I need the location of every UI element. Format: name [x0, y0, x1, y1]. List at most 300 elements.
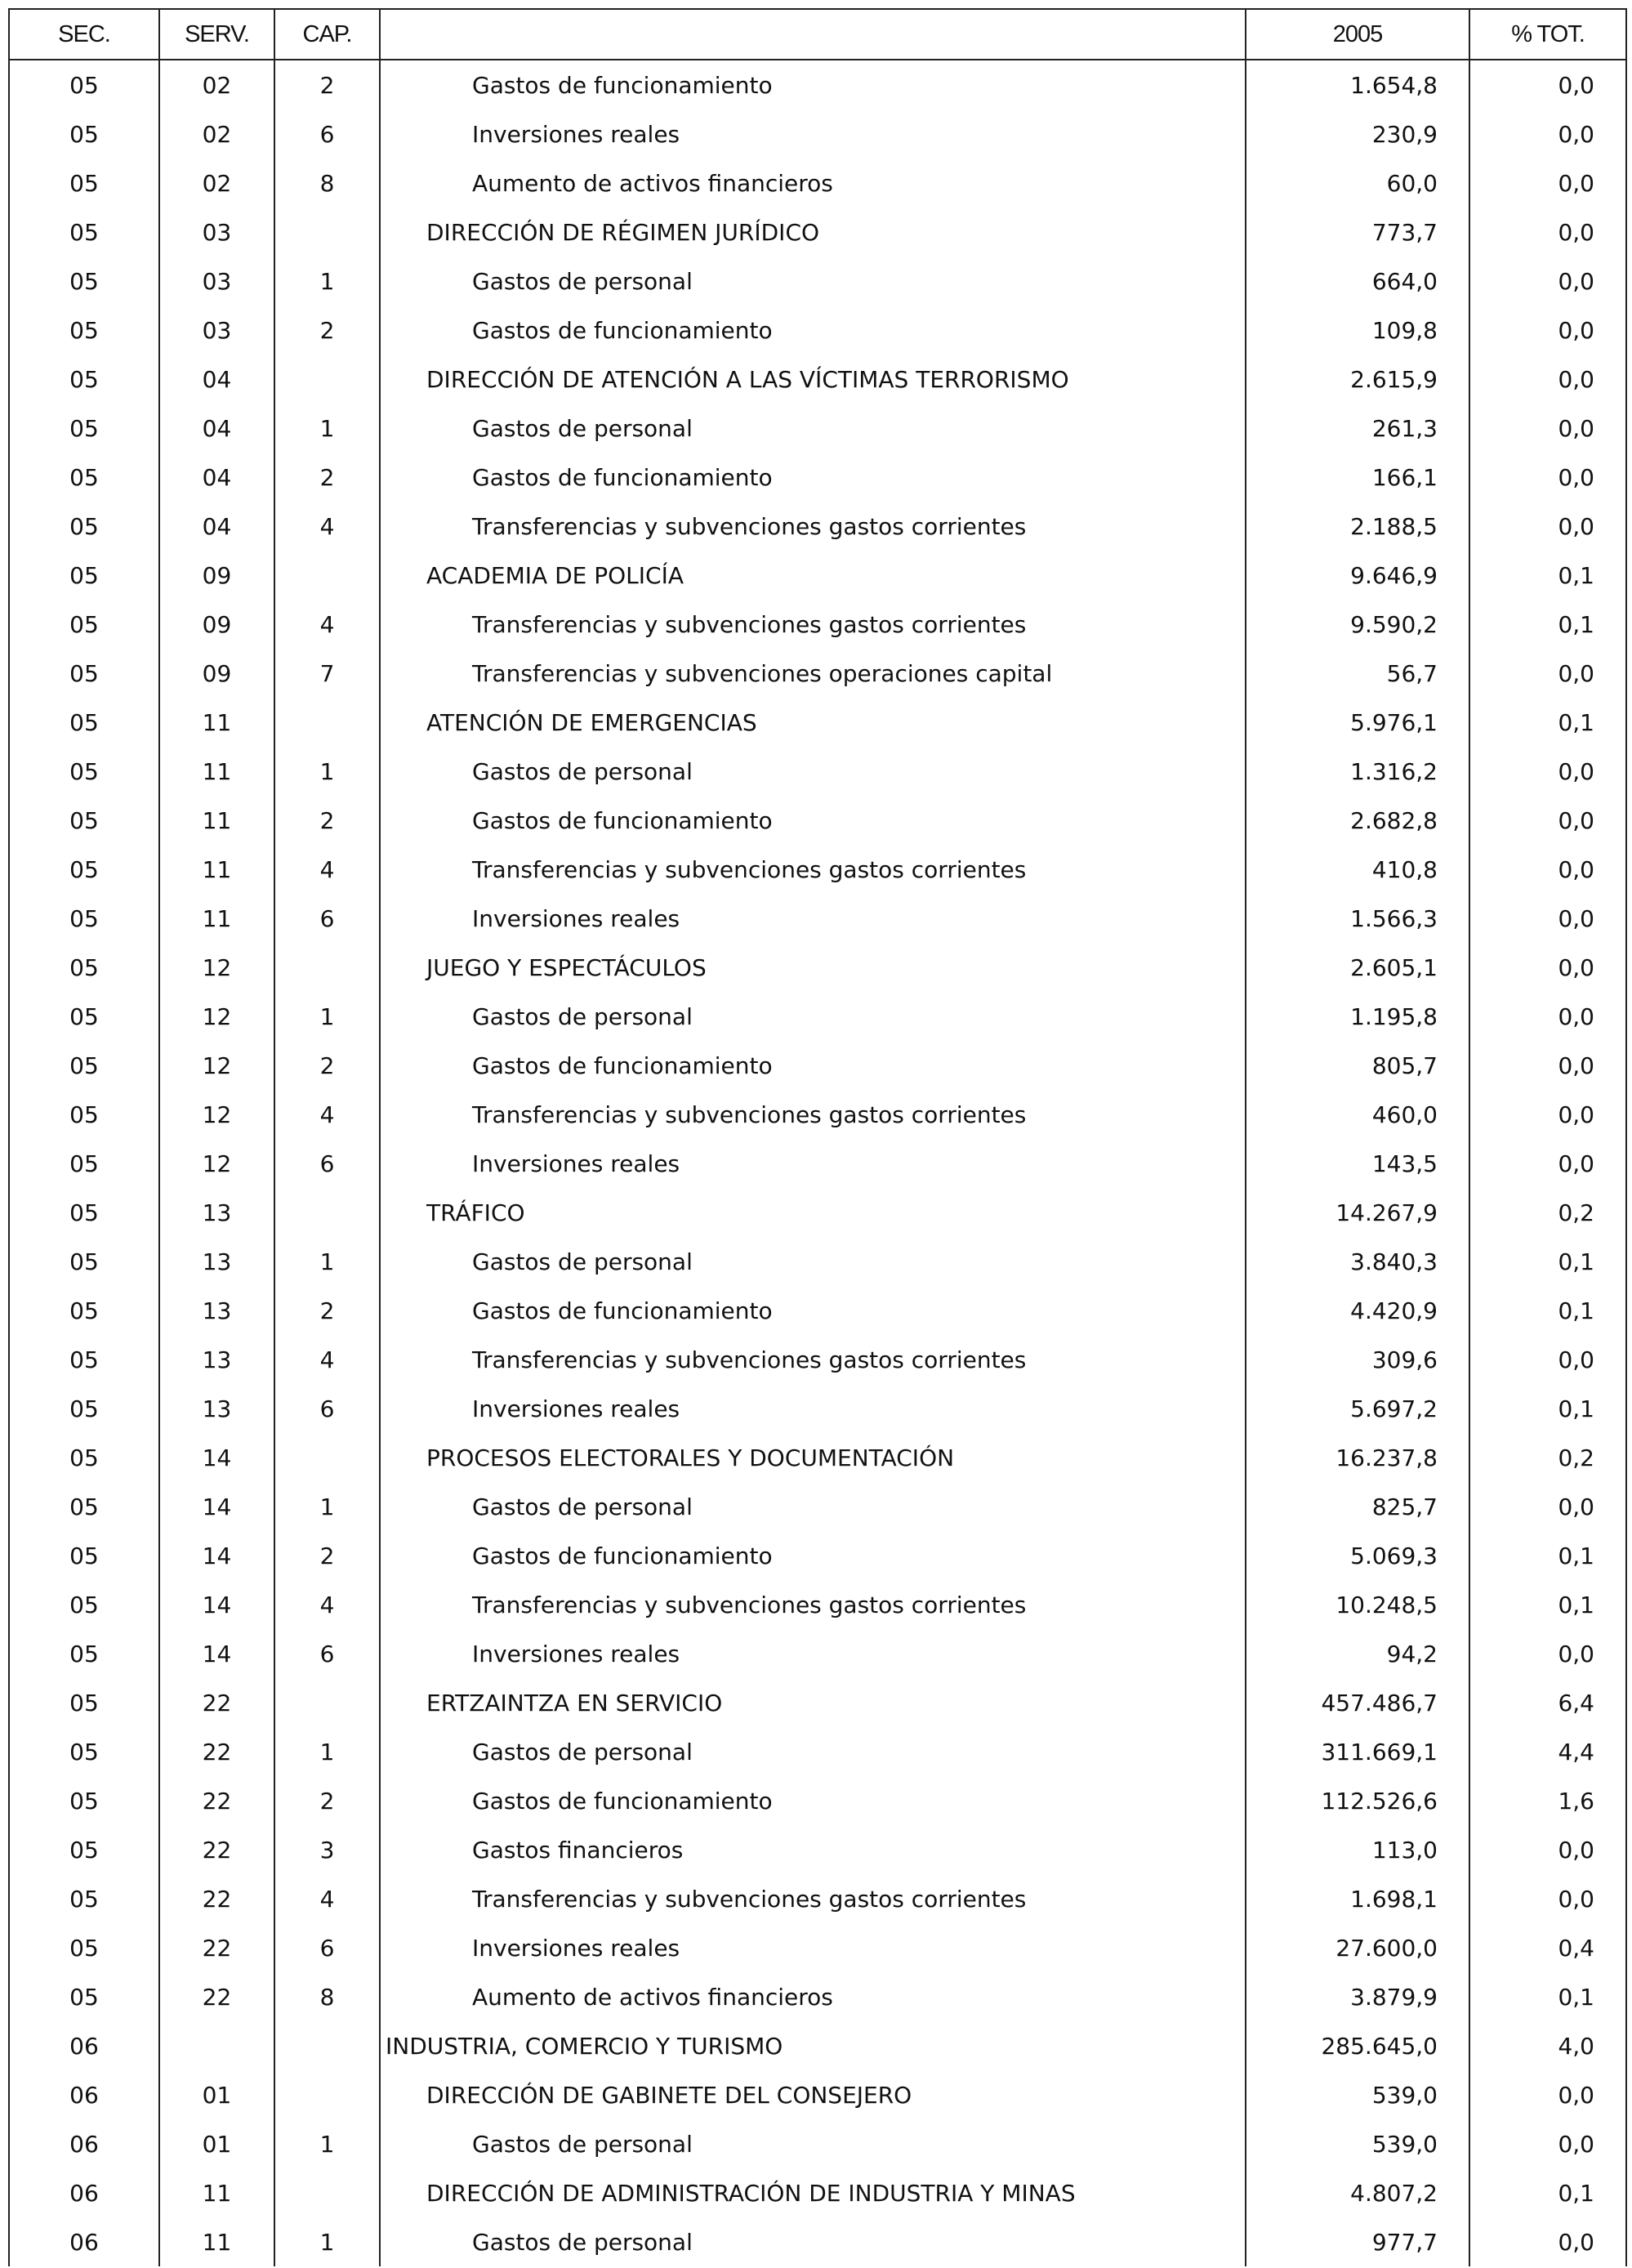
sec-cell: 05	[9, 60, 159, 109]
description-cell: ERTZAINTZA EN SERVICIO	[380, 1678, 1246, 1727]
sec-cell: 05	[9, 1335, 159, 1384]
table-row	[9, 109, 1626, 158]
description-cell: Transferencias y subvenciones gastos corrientes	[380, 600, 1246, 649]
sec-cell: 06	[9, 2217, 159, 2266]
table-row	[9, 551, 1626, 600]
amount-cell: 1.566,3	[1246, 894, 1469, 943]
serv-cell: 12	[159, 1090, 274, 1139]
table-row	[9, 1335, 1626, 1384]
sec-cell: 06	[9, 2168, 159, 2217]
header-row	[9, 9, 1626, 60]
percent-cell: 0,0	[1469, 649, 1626, 698]
amount-cell: 113,0	[1246, 1825, 1469, 1874]
amount-cell: 460,0	[1246, 1090, 1469, 1139]
serv-cell: 09	[159, 649, 274, 698]
table-row	[9, 1531, 1626, 1580]
cap-cell: 1	[274, 747, 380, 796]
serv-cell: 04	[159, 502, 274, 551]
sec-cell: 05	[9, 355, 159, 404]
description-cell: Gastos de personal	[380, 404, 1246, 453]
serv-cell: 11	[159, 845, 274, 894]
cap-cell: 6	[274, 894, 380, 943]
percent-cell: 0,0	[1469, 992, 1626, 1041]
percent-cell: 0,0	[1469, 355, 1626, 404]
amount-cell: 5.976,1	[1246, 698, 1469, 747]
sec-cell: 05	[9, 1678, 159, 1727]
sec-cell: 05	[9, 1090, 159, 1139]
cap-cell: 6	[274, 109, 380, 158]
header-description	[380, 9, 1246, 60]
sec-cell: 06	[9, 2021, 159, 2070]
serv-cell: 12	[159, 992, 274, 1041]
percent-cell: 0,1	[1469, 1384, 1626, 1433]
cap-cell	[274, 355, 380, 404]
cap-cell: 1	[274, 2119, 380, 2168]
amount-cell: 109,8	[1246, 306, 1469, 355]
sec-cell: 05	[9, 796, 159, 845]
percent-cell: 0,1	[1469, 2168, 1626, 2217]
sec-cell: 05	[9, 1531, 159, 1580]
percent-cell: 0,0	[1469, 60, 1626, 109]
amount-cell: 5.069,3	[1246, 1531, 1469, 1580]
sec-cell: 05	[9, 698, 159, 747]
percent-cell: 4,0	[1469, 2021, 1626, 2070]
percent-cell: 0,0	[1469, 1482, 1626, 1531]
description-cell: Gastos financieros	[380, 1825, 1246, 1874]
cap-cell: 7	[274, 649, 380, 698]
serv-cell: 13	[159, 1335, 274, 1384]
description-cell: Gastos de funcionamiento	[380, 306, 1246, 355]
table-row	[9, 1580, 1626, 1629]
budget-table-page	[8, 8, 1625, 2268]
cap-cell: 1	[274, 992, 380, 1041]
serv-cell: 02	[159, 158, 274, 208]
cap-cell: 1	[274, 2217, 380, 2266]
cap-cell: 1	[274, 257, 380, 306]
cap-cell: 2	[274, 306, 380, 355]
header-year: 2005	[1246, 9, 1469, 60]
cap-cell: 4	[274, 1335, 380, 1384]
description-cell: Inversiones reales	[380, 109, 1246, 158]
table-row	[9, 2070, 1626, 2119]
sec-cell: 05	[9, 845, 159, 894]
amount-cell: 9.646,9	[1246, 551, 1469, 600]
percent-cell: 0,0	[1469, 453, 1626, 502]
serv-cell: 14	[159, 1482, 274, 1531]
sec-cell: 05	[9, 1139, 159, 1188]
table-body	[9, 60, 1626, 2266]
table-row	[9, 2217, 1626, 2266]
sec-cell: 05	[9, 1923, 159, 1972]
table-row	[9, 60, 1626, 109]
table-row	[9, 894, 1626, 943]
percent-cell: 0,0	[1469, 2119, 1626, 2168]
serv-cell: 01	[159, 2119, 274, 2168]
amount-cell: 143,5	[1246, 1139, 1469, 1188]
amount-cell: 230,9	[1246, 109, 1469, 158]
description-cell: Inversiones reales	[380, 1139, 1246, 1188]
sec-cell: 05	[9, 551, 159, 600]
percent-cell: 0,0	[1469, 894, 1626, 943]
sec-cell: 05	[9, 649, 159, 698]
sec-cell: 05	[9, 1972, 159, 2021]
cap-cell: 4	[274, 1580, 380, 1629]
header-cap: CAP.	[274, 9, 380, 60]
cap-cell: 2	[274, 60, 380, 109]
serv-cell: 12	[159, 1041, 274, 1090]
table-row	[9, 1384, 1626, 1433]
amount-cell: 5.697,2	[1246, 1384, 1469, 1433]
amount-cell: 773,7	[1246, 208, 1469, 257]
description-cell: Gastos de personal	[380, 257, 1246, 306]
table-row	[9, 1286, 1626, 1335]
header-percent-total: % TOT.	[1469, 9, 1626, 60]
serv-cell: 14	[159, 1580, 274, 1629]
serv-cell: 03	[159, 306, 274, 355]
table-row	[9, 2168, 1626, 2217]
sec-cell: 05	[9, 1727, 159, 1776]
percent-cell: 0,2	[1469, 1433, 1626, 1482]
description-cell: Gastos de personal	[380, 747, 1246, 796]
sec-cell: 05	[9, 1188, 159, 1237]
description-cell: ACADEMIA DE POLICÍA	[380, 551, 1246, 600]
table-row	[9, 1678, 1626, 1727]
serv-cell: 13	[159, 1384, 274, 1433]
cap-cell: 4	[274, 845, 380, 894]
table-row	[9, 943, 1626, 992]
sec-cell: 05	[9, 1482, 159, 1531]
amount-cell: 166,1	[1246, 453, 1469, 502]
percent-cell: 0,0	[1469, 404, 1626, 453]
cap-cell	[274, 698, 380, 747]
cap-cell: 6	[274, 1629, 380, 1678]
serv-cell: 13	[159, 1237, 274, 1286]
sec-cell: 05	[9, 1286, 159, 1335]
serv-cell: 11	[159, 2168, 274, 2217]
table-row	[9, 600, 1626, 649]
percent-cell: 0,4	[1469, 1923, 1626, 1972]
sec-cell: 05	[9, 1874, 159, 1923]
amount-cell: 9.590,2	[1246, 600, 1469, 649]
percent-cell: 0,1	[1469, 1531, 1626, 1580]
amount-cell: 285.645,0	[1246, 2021, 1469, 2070]
table-row	[9, 698, 1626, 747]
description-cell: Transferencias y subvenciones gastos corrientes	[380, 1874, 1246, 1923]
serv-cell: 02	[159, 109, 274, 158]
amount-cell: 27.600,0	[1246, 1923, 1469, 1972]
serv-cell: 03	[159, 257, 274, 306]
header-serv: SERV.	[159, 9, 274, 60]
sec-cell: 05	[9, 943, 159, 992]
amount-cell: 4.807,2	[1246, 2168, 1469, 2217]
sec-cell: 05	[9, 1580, 159, 1629]
percent-cell: 0,0	[1469, 1041, 1626, 1090]
table-row	[9, 845, 1626, 894]
serv-cell: 12	[159, 943, 274, 992]
amount-cell: 410,8	[1246, 845, 1469, 894]
header-sec: SEC.	[9, 9, 159, 60]
percent-cell: 0,1	[1469, 1237, 1626, 1286]
description-cell: DIRECCIÓN DE ADMINISTRACIÓN DE INDUSTRIA Y MINAS	[380, 2168, 1246, 2217]
table-row	[9, 1188, 1626, 1237]
sec-cell: 05	[9, 257, 159, 306]
description-cell: Gastos de personal	[380, 1482, 1246, 1531]
percent-cell: 0,0	[1469, 747, 1626, 796]
serv-cell: 09	[159, 551, 274, 600]
serv-cell: 11	[159, 894, 274, 943]
cap-cell: 4	[274, 1090, 380, 1139]
percent-cell: 0,0	[1469, 208, 1626, 257]
serv-cell: 11	[159, 2217, 274, 2266]
amount-cell: 4.420,9	[1246, 1286, 1469, 1335]
table-row	[9, 747, 1626, 796]
serv-cell: 02	[159, 60, 274, 109]
description-cell: PROCESOS ELECTORALES Y DOCUMENTACIÓN	[380, 1433, 1246, 1482]
serv-cell: 04	[159, 404, 274, 453]
description-cell: INDUSTRIA, COMERCIO Y TURISMO	[380, 2021, 1246, 2070]
percent-cell: 4,4	[1469, 1727, 1626, 1776]
percent-cell: 0,1	[1469, 1580, 1626, 1629]
percent-cell: 0,0	[1469, 158, 1626, 208]
amount-cell: 2.188,5	[1246, 502, 1469, 551]
sec-cell: 05	[9, 208, 159, 257]
percent-cell: 0,0	[1469, 845, 1626, 894]
sec-cell: 05	[9, 1776, 159, 1825]
description-cell: Gastos de personal	[380, 1727, 1246, 1776]
amount-cell: 2.605,1	[1246, 943, 1469, 992]
cap-cell: 2	[274, 796, 380, 845]
sec-cell: 06	[9, 2070, 159, 2119]
cap-cell: 2	[274, 1776, 380, 1825]
percent-cell: 6,4	[1469, 1678, 1626, 1727]
description-cell: Aumento de activos financieros	[380, 1972, 1246, 2021]
table-row	[9, 1825, 1626, 1874]
sec-cell: 05	[9, 1237, 159, 1286]
cap-cell	[274, 2168, 380, 2217]
cap-cell: 1	[274, 1237, 380, 1286]
sec-cell: 05	[9, 1384, 159, 1433]
description-cell: Transferencias y subvenciones gastos corrientes	[380, 1335, 1246, 1384]
amount-cell: 457.486,7	[1246, 1678, 1469, 1727]
cap-cell	[274, 1433, 380, 1482]
cap-cell: 2	[274, 453, 380, 502]
sec-cell: 05	[9, 600, 159, 649]
description-cell: TRÁFICO	[380, 1188, 1246, 1237]
serv-cell: 11	[159, 747, 274, 796]
sec-cell: 06	[9, 2119, 159, 2168]
percent-cell: 0,0	[1469, 1139, 1626, 1188]
serv-cell: 22	[159, 1776, 274, 1825]
amount-cell: 309,6	[1246, 1335, 1469, 1384]
cap-cell: 6	[274, 1384, 380, 1433]
table-row	[9, 1139, 1626, 1188]
amount-cell: 3.879,9	[1246, 1972, 1469, 2021]
budget-table	[8, 8, 1627, 2266]
amount-cell: 261,3	[1246, 404, 1469, 453]
table-row	[9, 1874, 1626, 1923]
cap-cell: 4	[274, 502, 380, 551]
amount-cell: 14.267,9	[1246, 1188, 1469, 1237]
description-cell: DIRECCIÓN DE ATENCIÓN A LAS VÍCTIMAS TERRORISMO	[380, 355, 1246, 404]
description-cell: Transferencias y subvenciones gastos corrientes	[380, 1090, 1246, 1139]
table-row	[9, 2021, 1626, 2070]
amount-cell: 977,7	[1246, 2217, 1469, 2266]
serv-cell: 14	[159, 1433, 274, 1482]
serv-cell: 03	[159, 208, 274, 257]
amount-cell: 539,0	[1246, 2070, 1469, 2119]
sec-cell: 05	[9, 404, 159, 453]
description-cell: Transferencias y subvenciones operaciones capital	[380, 649, 1246, 698]
serv-cell: 11	[159, 698, 274, 747]
description-cell: DIRECCIÓN DE RÉGIMEN JURÍDICO	[380, 208, 1246, 257]
serv-cell: 09	[159, 600, 274, 649]
serv-cell: 22	[159, 1727, 274, 1776]
serv-cell	[159, 2021, 274, 2070]
description-cell: Gastos de personal	[380, 1237, 1246, 1286]
description-cell: Gastos de funcionamiento	[380, 1776, 1246, 1825]
cap-cell	[274, 1188, 380, 1237]
percent-cell: 0,0	[1469, 1874, 1626, 1923]
sec-cell: 05	[9, 158, 159, 208]
cap-cell	[274, 1678, 380, 1727]
serv-cell: 22	[159, 1825, 274, 1874]
sec-cell: 05	[9, 306, 159, 355]
sec-cell: 05	[9, 453, 159, 502]
percent-cell: 0,0	[1469, 1825, 1626, 1874]
amount-cell: 805,7	[1246, 1041, 1469, 1090]
table-row	[9, 208, 1626, 257]
cap-cell: 6	[274, 1139, 380, 1188]
cap-cell: 1	[274, 1727, 380, 1776]
amount-cell: 60,0	[1246, 158, 1469, 208]
description-cell: Gastos de funcionamiento	[380, 1286, 1246, 1335]
cap-cell: 1	[274, 404, 380, 453]
sec-cell: 05	[9, 1433, 159, 1482]
percent-cell: 0,0	[1469, 257, 1626, 306]
cap-cell	[274, 208, 380, 257]
table-row	[9, 2119, 1626, 2168]
amount-cell: 3.840,3	[1246, 1237, 1469, 1286]
table-row	[9, 1629, 1626, 1678]
percent-cell: 0,1	[1469, 1972, 1626, 2021]
table-row	[9, 502, 1626, 551]
percent-cell: 0,1	[1469, 551, 1626, 600]
percent-cell: 1,6	[1469, 1776, 1626, 1825]
cap-cell: 8	[274, 1972, 380, 2021]
table-row	[9, 649, 1626, 698]
description-cell: Gastos de funcionamiento	[380, 60, 1246, 109]
cap-cell: 2	[274, 1531, 380, 1580]
amount-cell: 2.682,8	[1246, 796, 1469, 845]
serv-cell: 22	[159, 1678, 274, 1727]
description-cell: Inversiones reales	[380, 1629, 1246, 1678]
table-header	[9, 9, 1626, 60]
table-row	[9, 1923, 1626, 1972]
table-row	[9, 1041, 1626, 1090]
serv-cell: 11	[159, 796, 274, 845]
description-cell: Gastos de funcionamiento	[380, 796, 1246, 845]
amount-cell: 2.615,9	[1246, 355, 1469, 404]
amount-cell: 1.195,8	[1246, 992, 1469, 1041]
serv-cell: 01	[159, 2070, 274, 2119]
table-row	[9, 453, 1626, 502]
amount-cell: 1.654,8	[1246, 60, 1469, 109]
cap-cell: 3	[274, 1825, 380, 1874]
cap-cell: 1	[274, 1482, 380, 1531]
amount-cell: 112.526,6	[1246, 1776, 1469, 1825]
sec-cell: 05	[9, 1629, 159, 1678]
table-row	[9, 992, 1626, 1041]
description-cell: Aumento de activos financieros	[380, 158, 1246, 208]
sec-cell: 05	[9, 747, 159, 796]
description-cell: Gastos de funcionamiento	[380, 1531, 1246, 1580]
amount-cell: 539,0	[1246, 2119, 1469, 2168]
sec-cell: 05	[9, 502, 159, 551]
table-row	[9, 1433, 1626, 1482]
cap-cell	[274, 551, 380, 600]
amount-cell: 311.669,1	[1246, 1727, 1469, 1776]
serv-cell: 12	[159, 1139, 274, 1188]
amount-cell: 1.316,2	[1246, 747, 1469, 796]
percent-cell: 0,0	[1469, 2217, 1626, 2266]
table-row	[9, 1727, 1626, 1776]
amount-cell: 664,0	[1246, 257, 1469, 306]
cap-cell	[274, 943, 380, 992]
table-row	[9, 158, 1626, 208]
table-row	[9, 355, 1626, 404]
description-cell: Gastos de personal	[380, 2217, 1246, 2266]
serv-cell: 13	[159, 1286, 274, 1335]
amount-cell: 1.698,1	[1246, 1874, 1469, 1923]
serv-cell: 22	[159, 1923, 274, 1972]
description-cell: Gastos de funcionamiento	[380, 1041, 1246, 1090]
table-row	[9, 796, 1626, 845]
sec-cell: 05	[9, 1825, 159, 1874]
amount-cell: 825,7	[1246, 1482, 1469, 1531]
percent-cell: 0,2	[1469, 1188, 1626, 1237]
table-row	[9, 1972, 1626, 2021]
percent-cell: 0,0	[1469, 502, 1626, 551]
cap-cell: 4	[274, 600, 380, 649]
description-cell: ATENCIÓN DE EMERGENCIAS	[380, 698, 1246, 747]
percent-cell: 0,0	[1469, 1629, 1626, 1678]
description-cell: Transferencias y subvenciones gastos corrientes	[380, 502, 1246, 551]
percent-cell: 0,0	[1469, 943, 1626, 992]
amount-cell: 94,2	[1246, 1629, 1469, 1678]
description-cell: Inversiones reales	[380, 1923, 1246, 1972]
sec-cell: 05	[9, 992, 159, 1041]
percent-cell: 0,0	[1469, 109, 1626, 158]
percent-cell: 0,0	[1469, 796, 1626, 845]
serv-cell: 04	[159, 453, 274, 502]
cap-cell: 2	[274, 1286, 380, 1335]
table-row	[9, 1482, 1626, 1531]
description-cell: DIRECCIÓN DE GABINETE DEL CONSEJERO	[380, 2070, 1246, 2119]
description-cell: Inversiones reales	[380, 1384, 1246, 1433]
table-row	[9, 257, 1626, 306]
percent-cell: 0,1	[1469, 698, 1626, 747]
table-row	[9, 306, 1626, 355]
cap-cell	[274, 2070, 380, 2119]
cap-cell: 6	[274, 1923, 380, 1972]
serv-cell: 04	[159, 355, 274, 404]
description-cell: Gastos de funcionamiento	[380, 453, 1246, 502]
serv-cell: 14	[159, 1531, 274, 1580]
percent-cell: 0,1	[1469, 600, 1626, 649]
table-row	[9, 404, 1626, 453]
serv-cell: 22	[159, 1874, 274, 1923]
table-row	[9, 1090, 1626, 1139]
